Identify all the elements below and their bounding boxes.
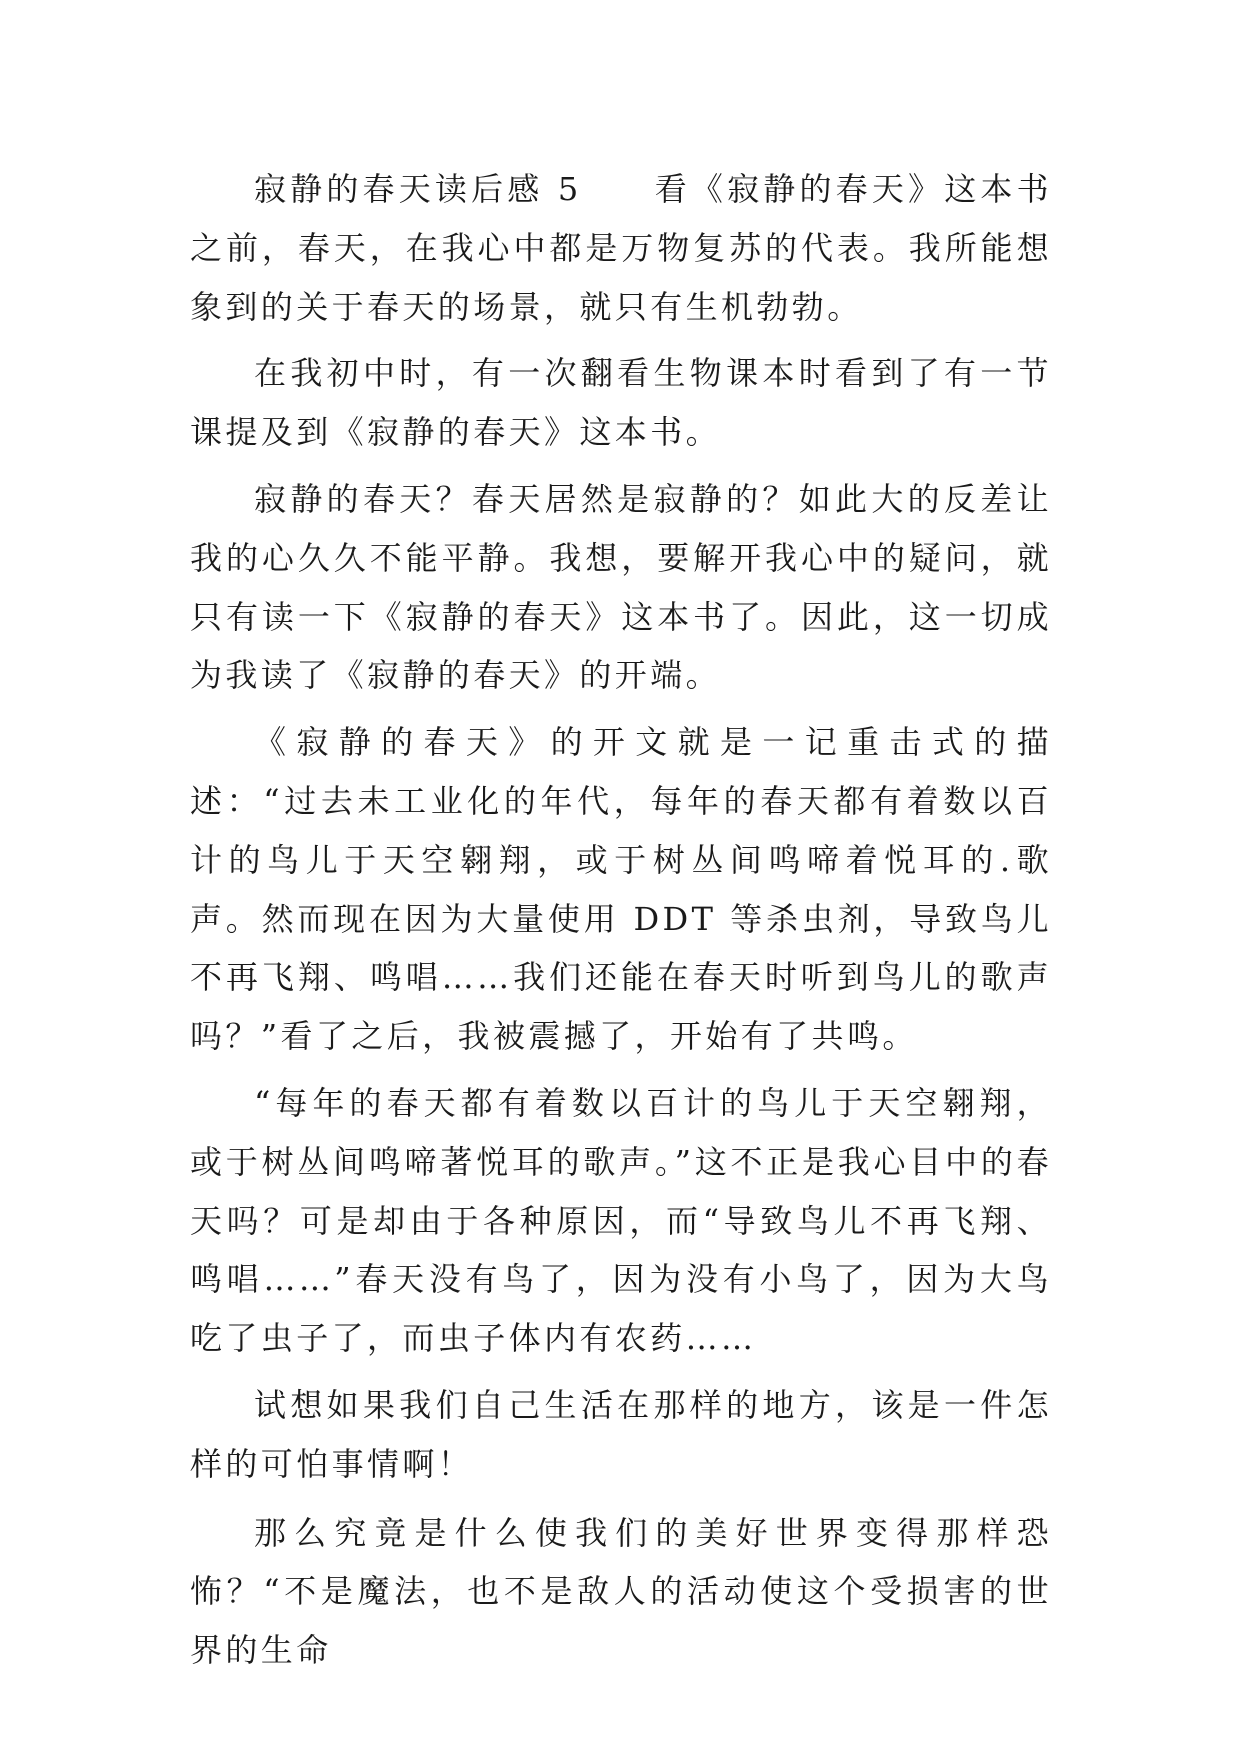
paragraph-5: “每年的春天都有着数以百计的鸟儿于天空翱翔，或于树丛间鸣啼著悦耳的歌声。”这不正是我心目中的春天吗？可是却由于各种原因，而“导致鸟儿不再飞翔、鸣唱……”春天没有鸟了，因为没有小鸟了，因为大鸟吃了虫子了，而虫子体内有农药…… [190,1083,1052,1358]
paragraph-4: 《寂静的春天》的开文就是一记重击式的描述：“过去未工业化的年代，每年的春天都有着数以百计的鸟儿于天空翱翔，或于树丛间鸣啼着悦耳的.歌声。然而现在因为大量使用 DDT 等杀虫剂，导致鸟儿不再飞翔、鸣唱……我们还能在春天时听到鸟儿的歌声吗？”看了之后，我被震撼了，开始有了共鸣。 [190,723,1052,1056]
paragraph-2: 在我初中时，有一次翻看生物课本时看到了有一节课提及到《寂静的春天》这本书。 [190,354,1052,452]
paragraph-7: 那么究竟是什么使我们的美好世界变得那样恐怖？“不是魔法，也不是敌人的活动使这个受损害的世界的生命 [190,1513,1052,1670]
paragraph-1: 寂静的春天读后感 5 看《寂静的春天》这本书之前，春天，在我心中都是万物复苏的代表。我所能想象到的关于春天的场景，就只有生机勃勃。 [190,170,1052,326]
paragraph-3: 寂静的春天？春天居然是寂静的？如此大的反差让我的心久久不能平静。我想，要解开我心中的疑问，就只有读一下《寂静的春天》这本书了。因此，这一切成为我读了《寂静的春天》的开端。 [190,479,1052,695]
body-text [190,160,1052,1680]
paragraph-6: 试想如果我们自己生活在那样的地方，该是一件怎样的可怕事情啊！ [190,1385,1052,1483]
